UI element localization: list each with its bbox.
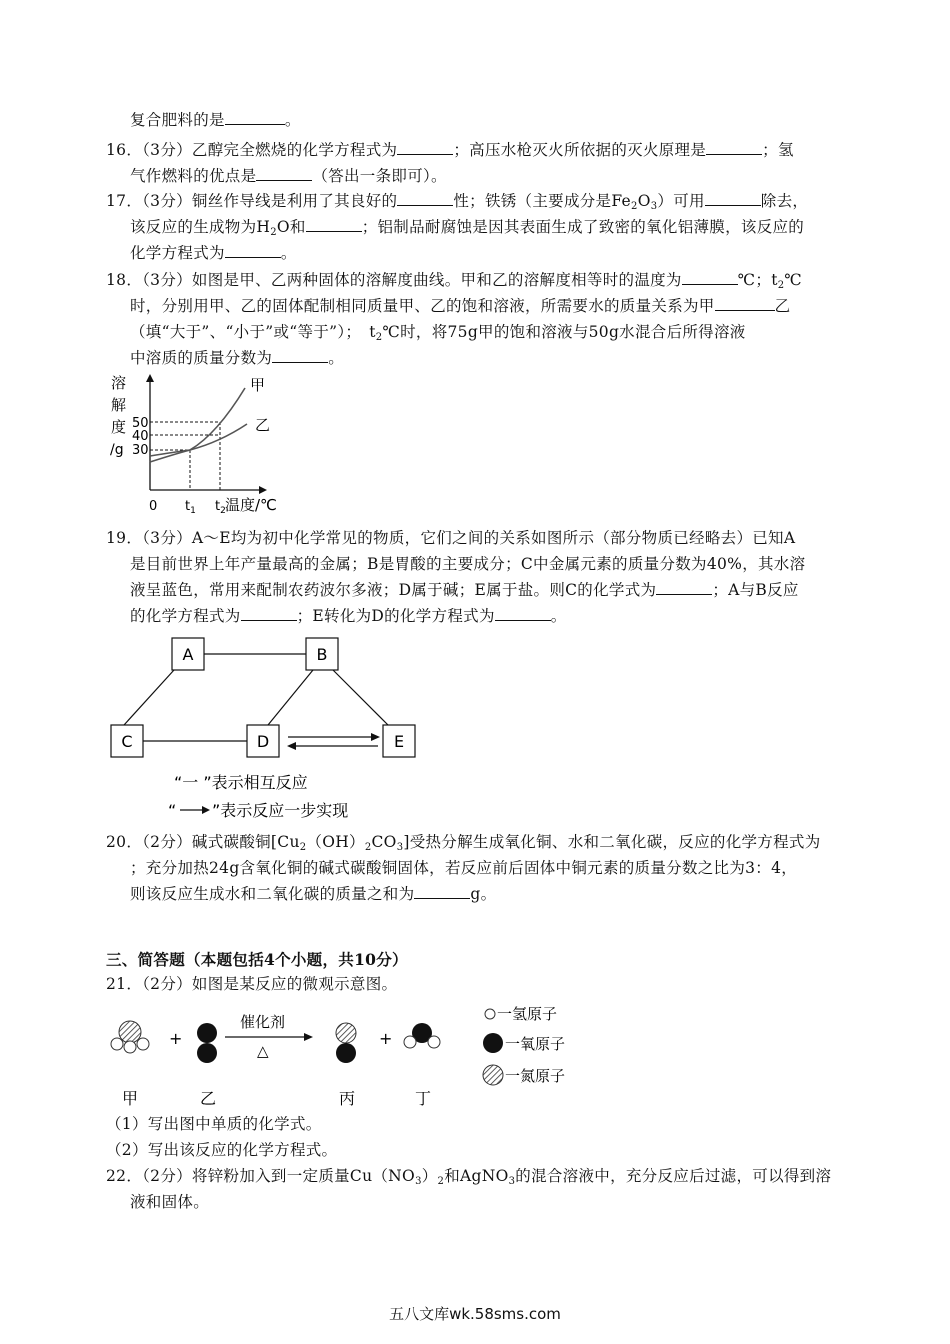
plus-1: + — [169, 1029, 183, 1048]
node-c-label: C — [121, 732, 133, 751]
question-19-cont2: 液呈蓝色，常用来配制农药波尔多液；D属于碱；E属于盐。则C的化学式为 ；A与B反应 — [130, 581, 799, 599]
reaction-arrow-head — [304, 1033, 313, 1041]
question-16: 16．（3分）乙醇完全燃烧的化学方程式为 ；高压水枪灭火所依据的灭火原理是 ；氢 — [106, 141, 794, 159]
edge-a-c — [124, 670, 174, 725]
section-heading: 三、简答题（本题包括4个小题，共10分） — [106, 950, 408, 969]
ylabel-3: 度 — [111, 418, 127, 436]
legend-n: 一氮原子 — [505, 1067, 566, 1085]
node-e-label: E — [393, 732, 405, 751]
molecule-bing — [336, 1023, 356, 1063]
ytick-50: 50 — [132, 416, 149, 431]
xlabel: 温度/℃ — [225, 496, 277, 514]
series-label-yi: 乙 — [255, 416, 271, 434]
question-19-cont: 是目前世界上年产量最高的金属；B是胃酸的主要成分；C中金属元素的质量分数为40%，其水溶 — [130, 555, 806, 573]
ylabel-1: 溶 — [111, 374, 127, 392]
question-20: 20．（2分）碱式碳酸铜$[Cu_2(OH)_2CO_3]$受热分解生成氧化铜、水和二氧化碳，反应的化学方程式为 — [106, 833, 821, 853]
node-d-label: D — [256, 732, 270, 751]
node-b-label: B — [316, 645, 328, 664]
question-18-cont2: （填“大于”、“小于”或“等于”）； $t_2℃$时，将75g甲的饱和溶液与50g水混合后所得溶液 — [130, 323, 746, 343]
legend-h-icon — [485, 1009, 495, 1019]
xtick-t2: $t_2$ — [215, 499, 226, 516]
question-20-cont: ；充分加热24g含氧化铜的碱式碳酸铜固体，若反应前后固体中铜元素的质量分数之比为3：4， — [130, 859, 798, 877]
ylabel-4: /g — [110, 442, 124, 458]
legend-o: 一氧原子 — [505, 1035, 566, 1053]
label-jia: 甲 — [122, 1089, 139, 1108]
question-16-cont: 气作燃料的优点是 （答出一条即可）。 — [130, 167, 447, 185]
question-22-cont: 液和固体。 — [130, 1193, 210, 1211]
ytick-30: 30 — [132, 443, 149, 458]
label-ding: 丁 — [415, 1089, 432, 1108]
question-18: 18．（3分）如图是甲、乙两种固体的溶解度曲线。甲和乙的溶解度相等时的温度为 ℃；$t_2℃$ — [106, 271, 803, 291]
xtick-t1: $t_1$ — [185, 499, 196, 516]
molecule-ding — [404, 1023, 440, 1048]
node-a-label: A — [182, 645, 194, 664]
legend-arrow-text: ”表示反应一步实现 — [212, 801, 349, 820]
label-bing: 丙 — [339, 1089, 356, 1108]
series-label-jia: 甲 — [250, 376, 266, 394]
legend-o-icon — [483, 1033, 503, 1053]
legend-n-icon — [483, 1065, 503, 1085]
xtick-0: 0 — [149, 499, 158, 514]
question-19: 19．（3分）A～E均为初中化学常见的物质，它们之间的关系如图所示（部分物质已经略去）已知A — [106, 529, 796, 547]
ylabel-2: 解 — [111, 396, 127, 414]
arrow-d-e-head — [371, 733, 380, 741]
question-17-cont2: 化学方程式为 。 — [130, 244, 297, 262]
question-22: 22．（2分）将锌粉加入到一定质量$Cu(NO_3)_2$和AgNO$_3$的混合溶液中，充分反应后过滤，可以得到溶 — [106, 1167, 832, 1187]
label-yi: 乙 — [200, 1089, 217, 1108]
question-17: 17．（3分）铜丝作导线是利用了其良好的 性；铁锈（主要成分是$Fe_2O_3$）可用 除去， — [106, 192, 809, 212]
question-21: 21．（2分）如图是某反应的微观示意图。 — [106, 975, 398, 993]
arrow-e-d-head — [287, 742, 296, 750]
footer-watermark: 五八文库wk.58sms.com — [389, 1305, 561, 1323]
question-17-cont: 该反应的生成物为$H_2O$和 ；铝制品耐腐蚀是因其表面生成了致密的氧化铝薄膜，该反应的 — [130, 218, 805, 238]
question-21-part2: （2）写出该反应的化学方程式。 — [106, 1141, 338, 1159]
heat-symbol: △ — [257, 1042, 269, 1060]
edge-b-d — [268, 670, 313, 725]
edge-b-e — [333, 670, 388, 725]
ytick-40: 40 — [132, 429, 149, 444]
legend-arrow-head — [202, 806, 210, 814]
legend-arrow-open: “ — [168, 801, 177, 820]
solubility-chart — [105, 372, 305, 520]
legend-line: “一 ”表示相互反应 — [174, 773, 308, 792]
text-line: 复合肥料的是 。 — [130, 111, 301, 129]
question-20-cont2: 则该反应生成水和二氧化碳的质量之和为 g。 — [130, 885, 497, 903]
molecule-jia — [111, 1021, 149, 1053]
series-yi — [150, 424, 247, 456]
question-19-cont3: 的化学方程式为 ；E转化为D的化学方程式为 。 — [130, 607, 567, 625]
question-18-cont: 时，分别用甲、乙的固体配制相同质量甲、乙的饱和溶液，所需要水的质量关系为甲 乙 — [130, 297, 791, 315]
micro-reaction-diagram — [105, 1000, 585, 1110]
legend-h: 一氢原子 — [497, 1005, 558, 1023]
x-axis-arrow — [259, 486, 267, 494]
plus-2: + — [379, 1029, 393, 1048]
molecule-yi — [197, 1023, 217, 1063]
series-jia — [150, 388, 245, 462]
relation-diagram — [108, 636, 428, 824]
question-18-cont3: 中溶质的质量分数为 。 — [130, 349, 345, 367]
y-axis-arrow — [146, 374, 154, 382]
catalyst-label: 催化剂 — [240, 1013, 286, 1031]
question-21-part1: （1）写出图中单质的化学式。 — [106, 1115, 322, 1133]
